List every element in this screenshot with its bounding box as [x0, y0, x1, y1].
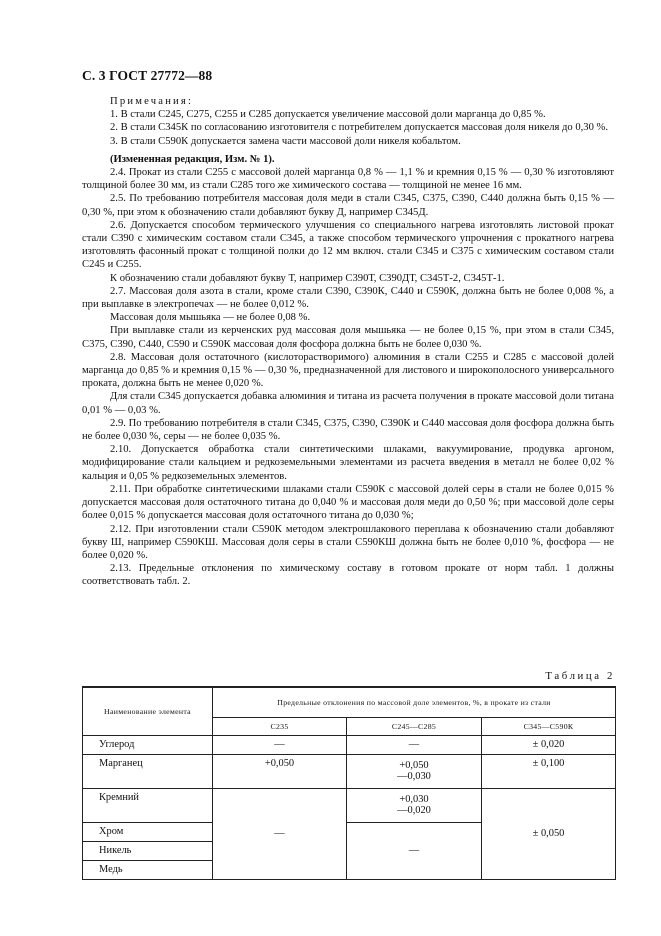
cell-c245	[347, 754, 482, 788]
table-row-silicon	[83, 788, 616, 822]
table-caption: Таблица 2	[545, 670, 615, 682]
paragraph: Массовая доля мышьяка — не более 0,08 %.	[110, 312, 311, 324]
row-name: Медь	[83, 860, 213, 879]
note-item: 2. В стали С345К по согласованию изготовителя с потребителем допускается массовая доля никеля до 0,30 %.	[110, 122, 608, 134]
row-name: Кремний	[83, 788, 213, 822]
header-col-c345-c590k: С345—С590К	[482, 717, 616, 735]
paragraph: 2.4. Прокат из стали С255 с массовой долей марганца 0,8 % — 1,1 % и кремния 0,15 % — 0,30 % изготовляют толщиной более 30 мм, из стали С285 того же химического состава — толщиной не менее 16 мм.	[82, 167, 614, 192]
row-name: Марганец	[83, 754, 213, 788]
cell-c235-merged: —	[213, 788, 347, 879]
page-header: С. 3 ГОСТ 27772—88	[82, 68, 213, 83]
cell-c345-merged: ± 0,050	[482, 788, 616, 879]
notes-title: Примечания:	[110, 96, 194, 107]
cell-c245: —	[347, 735, 482, 754]
row-name: Хром	[83, 822, 213, 841]
cell-value-plus: +0,050	[399, 760, 429, 771]
paragraph: 2.12. При изготовлении стали С590К методом электрошлакового переплава к обозначению стали добавляют букву Ш, например С590КШ. Массовая доля серы в стали С590КШ должна быть не более 0,010 %, фосфора — не более 0,020 %.	[82, 523, 614, 561]
cell-c245	[347, 788, 482, 822]
table-row-manganese	[83, 754, 616, 788]
cell-c345: ± 0,020	[482, 735, 616, 754]
paragraph: Для стали С345 допускается добавка алюминия и титана из расчета получения в прокате массовой доли титана 0,01 % — 0,03 %.	[82, 391, 614, 416]
paragraph: 2.8. Массовая доля остаточного (кислоторастворимого) алюминия в стали С255 и С285 с массовой долей марганца до 0,85 % и кремния 0,15 % — 0,30 %, предназначенной для листового и широкополосного универсального проката, должна быть не менее 0,020 %.	[82, 351, 614, 390]
paragraph: 2.11. При обработке синтетическими шлаками стали С590К с массовой долей серы в стали не более 0,015 % допускается массовая доля остаточного титана до 0,040 % и массовая доля меди до 0,50 %; при массовой доле серы более 0,015 % допускается массовая доля остаточного титана до 0,030 %;	[82, 483, 614, 522]
header-deviation-group: Предельные отклонения по массовой доле элементов, %, в прокате из стали	[213, 687, 616, 717]
amendment-note: (Измененная редакция, Изм. № 1).	[110, 153, 275, 165]
row-name: Углерод	[83, 735, 213, 754]
header-element-name: Наименование элемента	[83, 687, 213, 735]
note-item: 3. В стали С590К допускается замена части массовой доли никеля кобальтом.	[110, 135, 461, 147]
cell-value-minus: —0,020	[397, 805, 431, 816]
paragraph: 2.6. Допускается способом термического улучшения со специального нагрева изготовлять листовой прокат стали С390 с химическим составом стали С345, а также способом термического упрочнения с прокатного нагрева изготовлять фасонный прокат с толщиной полки до 12 мм включ. стали С345 и С375 с химическим составом стали С245 и С255.	[82, 219, 614, 271]
table-2	[82, 686, 616, 880]
cell-value-plus: +0,030	[399, 794, 429, 805]
cell-c235: +0,050	[213, 754, 347, 788]
cell-c235: —	[213, 735, 347, 754]
paragraph: 2.9. По требованию потребителя в стали С345, С375, С390, С390К и С440 массовая доля фосфора должна быть не более 0,030 %, серы — не более 0,035 %.	[82, 417, 614, 443]
cell-value-minus: —0,030	[397, 771, 431, 782]
body-text	[82, 95, 614, 589]
paragraph: 2.7. Массовая доля азота в стали, кроме стали С390, С390К, С440 и С590К, должна быть не более 0,008 %, а при выплавке в электропечах — не более 0,012 %.	[82, 285, 614, 311]
paragraph: 2.13. Предельные отклонения по химическому составу в готовом прокате от норм табл. 1 должны соответствовать табл. 2.	[82, 563, 614, 588]
paragraph: К обозначению стали добавляют букву Т, например С390Т, С390ДТ, С345Т-2, С345Т-1.	[110, 272, 505, 284]
row-name: Никель	[83, 841, 213, 860]
header-col-c245-c285: С245—С285	[347, 717, 482, 735]
paragraph: 2.10. Допускается обработка стали синтетическими шлаками, вакуумирование, продувка аргоном, модифицирование стали кальцием и редкоземельными элементами из расчета введения в металл не более 0,02 % кальция и 0,05 % редкоземельных элементов.	[82, 444, 614, 482]
header-col-c235: С235	[213, 717, 347, 735]
paragraph: При выплавке стали из керченских руд массовая доля мышьяка — не более 0,15 %, при этом в стали С345, С375, С390, С440, С590 и С590К массовая доля фосфора должна быть не более 0,030 %.	[82, 325, 614, 350]
cell-c245-merged: —	[347, 822, 482, 879]
note-item: 1. В стали С245, С275, С255 и С285 допускается увеличение массовой доли марганца до 0,85 %.	[110, 109, 546, 121]
table-row-carbon	[83, 735, 616, 754]
paragraph: 2.5. По требованию потребителя массовая доля меди в стали С345, С375, С390, С440 должна быть 0,15 % — 0,30 %, при этом к обозначению стали добавляют букву Д, например С345Д.	[82, 193, 614, 218]
cell-c345: ± 0,100	[482, 754, 616, 788]
